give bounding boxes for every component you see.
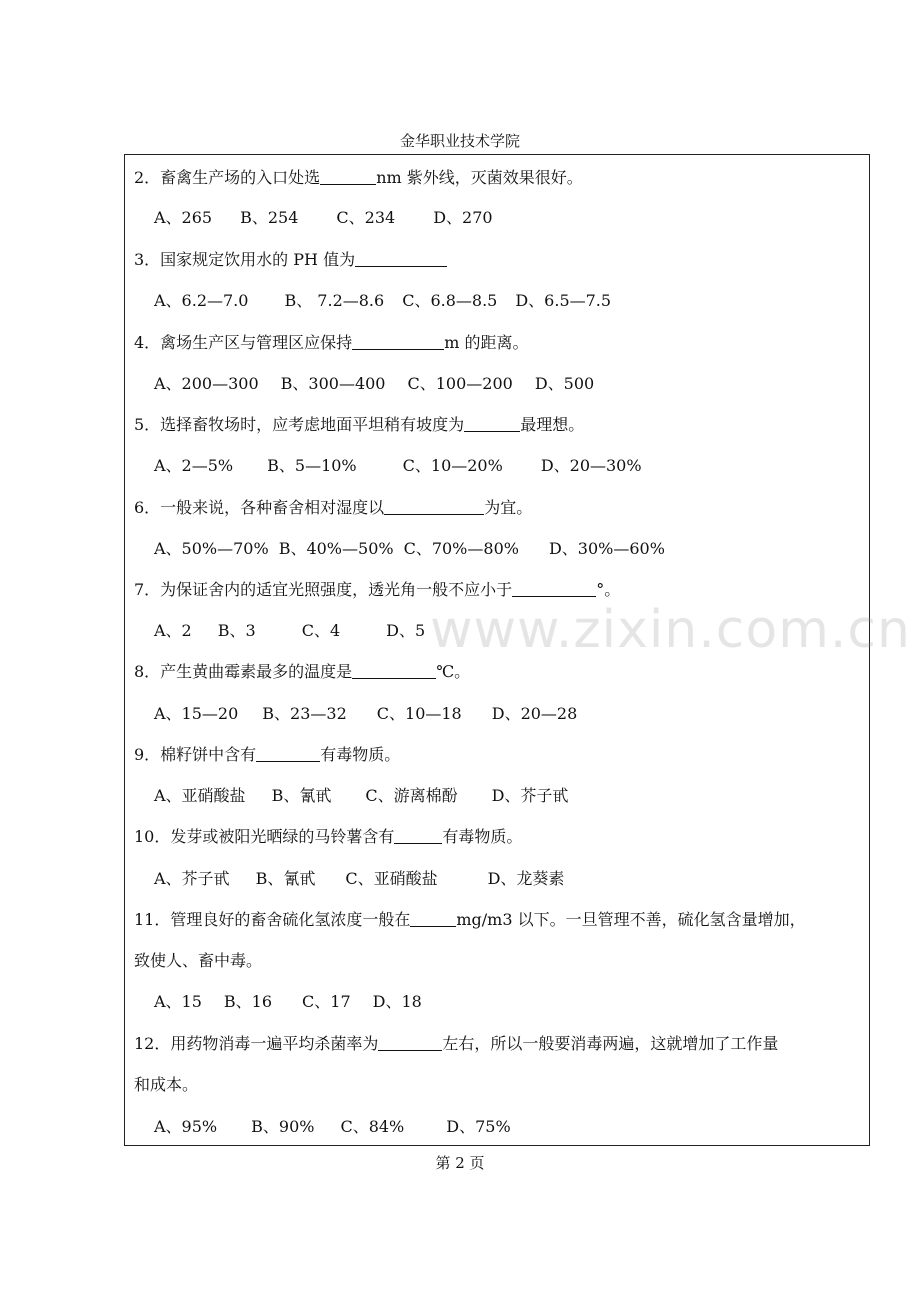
option: B、90% xyxy=(251,1117,315,1136)
options-12 xyxy=(0,1117,920,1137)
option: C、游离棉酚 xyxy=(365,786,458,805)
question-12 xyxy=(0,1034,920,1054)
answer-blank xyxy=(320,168,376,185)
option: B、23—32 xyxy=(262,704,347,723)
option: C、70%—80% xyxy=(403,539,519,558)
option: A、15—20 xyxy=(154,704,239,723)
options-10 xyxy=(0,869,920,889)
options-11 xyxy=(0,992,920,1012)
answer-blank xyxy=(410,910,456,927)
option: C、234 xyxy=(336,208,396,227)
page-header-school: 金华职业技术学院 xyxy=(399,132,520,150)
option: B、16 xyxy=(223,992,273,1011)
option: D、500 xyxy=(534,374,595,393)
option: D、20—30% xyxy=(540,456,642,475)
option: C、亚硝酸盐 xyxy=(345,869,438,888)
question-text: ℃。 xyxy=(436,662,471,681)
options-3 xyxy=(0,291,920,311)
question-text: 左右，所以一般要消毒两遍，这就增加了工作量 xyxy=(442,1034,779,1053)
question-text: mg/m3 以下。一旦管理不善，硫化氢含量增加， xyxy=(456,910,806,929)
answer-blank xyxy=(464,415,520,432)
option: A、2 xyxy=(154,621,192,640)
question-text: 9．棉籽饼中含有 xyxy=(134,745,257,764)
answer-blank xyxy=(352,333,444,350)
question-text: 7．为保证舍内的适宜光照强度，透光角一般不应小于 xyxy=(134,580,513,599)
answer-blank xyxy=(394,827,442,844)
option: B、254 xyxy=(240,208,299,227)
question-text: 11．管理良好的畜舍硫化氢浓度一般在 xyxy=(134,910,411,929)
question-text: 10．发芽或被阳光晒绿的马铃薯含有 xyxy=(134,827,395,846)
options-2 xyxy=(0,208,920,228)
option: B、300—400 xyxy=(280,374,386,393)
option: C、84% xyxy=(340,1117,405,1136)
option: D、75% xyxy=(446,1117,511,1136)
option: A、2—5% xyxy=(154,456,234,475)
question-text: 4．禽场生产区与管理区应保持 xyxy=(134,333,353,352)
question-7 xyxy=(0,580,920,600)
question-text: 12．用药物消毒一遍平均杀菌率为 xyxy=(134,1034,379,1053)
options-5 xyxy=(0,456,920,476)
options-7 xyxy=(0,621,920,641)
option: A、15 xyxy=(154,992,202,1011)
watermark: www.zixin.com.cn xyxy=(430,600,911,660)
option: C、4 xyxy=(301,621,341,640)
question-text: 2．畜禽生产场的入口处选 xyxy=(134,168,321,187)
answer-blank xyxy=(512,580,596,597)
option: C、10—20% xyxy=(402,456,503,475)
options-4 xyxy=(0,374,920,394)
answer-blank xyxy=(256,745,320,762)
option: C、17 xyxy=(302,992,351,1011)
question-text: 致使人、畜中毒。 xyxy=(134,951,263,970)
question-text: nm 紫外线，灭菌效果很好。 xyxy=(376,168,583,187)
options-9 xyxy=(0,786,920,806)
question-6 xyxy=(0,498,920,518)
option: D、龙葵素 xyxy=(487,869,565,888)
question-text: 有毒物质。 xyxy=(320,745,401,764)
option: A、6.2—7.0 xyxy=(154,291,249,310)
question-8 xyxy=(0,662,920,682)
question-text: 和成本。 xyxy=(134,1075,199,1094)
option: A、亚硝酸盐 xyxy=(154,786,246,805)
option: A、芥子甙 xyxy=(154,869,230,888)
question-text: 5．选择畜牧场时，应考虑地面平坦稍有坡度为 xyxy=(134,415,465,434)
options-6 xyxy=(0,539,920,559)
page-number: 第 2 页 xyxy=(435,1154,485,1172)
answer-blank xyxy=(355,250,447,267)
option: A、95% xyxy=(154,1117,218,1136)
option: A、50%—70% xyxy=(154,539,269,558)
option: C、6.8—8.5 xyxy=(402,291,498,310)
option: C、10—18 xyxy=(376,704,462,723)
option: D、30%—60% xyxy=(548,539,665,558)
option: D、18 xyxy=(372,992,422,1011)
question-5 xyxy=(0,415,920,435)
question-4 xyxy=(0,333,920,353)
question-text: 最理想。 xyxy=(520,415,585,434)
option: D、芥子甙 xyxy=(491,786,569,805)
option: D、6.5—7.5 xyxy=(515,291,612,310)
question-text: 8．产生黄曲霉素最多的温度是 xyxy=(134,662,353,681)
option: B、40%—50% xyxy=(278,539,394,558)
option: D、270 xyxy=(433,208,493,227)
answer-blank xyxy=(378,1034,442,1051)
question-text: 有毒物质。 xyxy=(442,827,523,846)
question-10 xyxy=(0,827,920,847)
option: C、100—200 xyxy=(407,374,513,393)
option: D、20—28 xyxy=(491,704,578,723)
options-8 xyxy=(0,704,920,724)
option: A、265 xyxy=(154,208,213,227)
answer-blank xyxy=(384,498,484,515)
question-11-continued xyxy=(0,951,920,971)
question-2 xyxy=(0,168,920,188)
question-11 xyxy=(0,910,920,930)
question-3 xyxy=(0,250,920,270)
option: B、5—10% xyxy=(267,456,357,475)
option: D、5 xyxy=(386,621,426,640)
option: B、氰甙 xyxy=(255,869,316,888)
question-12-continued xyxy=(0,1075,920,1095)
question-text: 为宜。 xyxy=(484,498,533,517)
question-text: 6．一般来说，各种畜舍相对湿度以 xyxy=(134,498,385,517)
question-text: °。 xyxy=(596,580,621,599)
question-text: m 的距离。 xyxy=(444,333,529,352)
option: A、200—300 xyxy=(154,374,259,393)
question-9 xyxy=(0,745,920,765)
option: B、氰甙 xyxy=(271,786,332,805)
option: B、 7.2—8.6 xyxy=(284,291,385,310)
answer-blank xyxy=(352,662,436,679)
option: B、3 xyxy=(217,621,256,640)
question-text: 3．国家规定饮用水的 PH 值为 xyxy=(134,250,356,269)
